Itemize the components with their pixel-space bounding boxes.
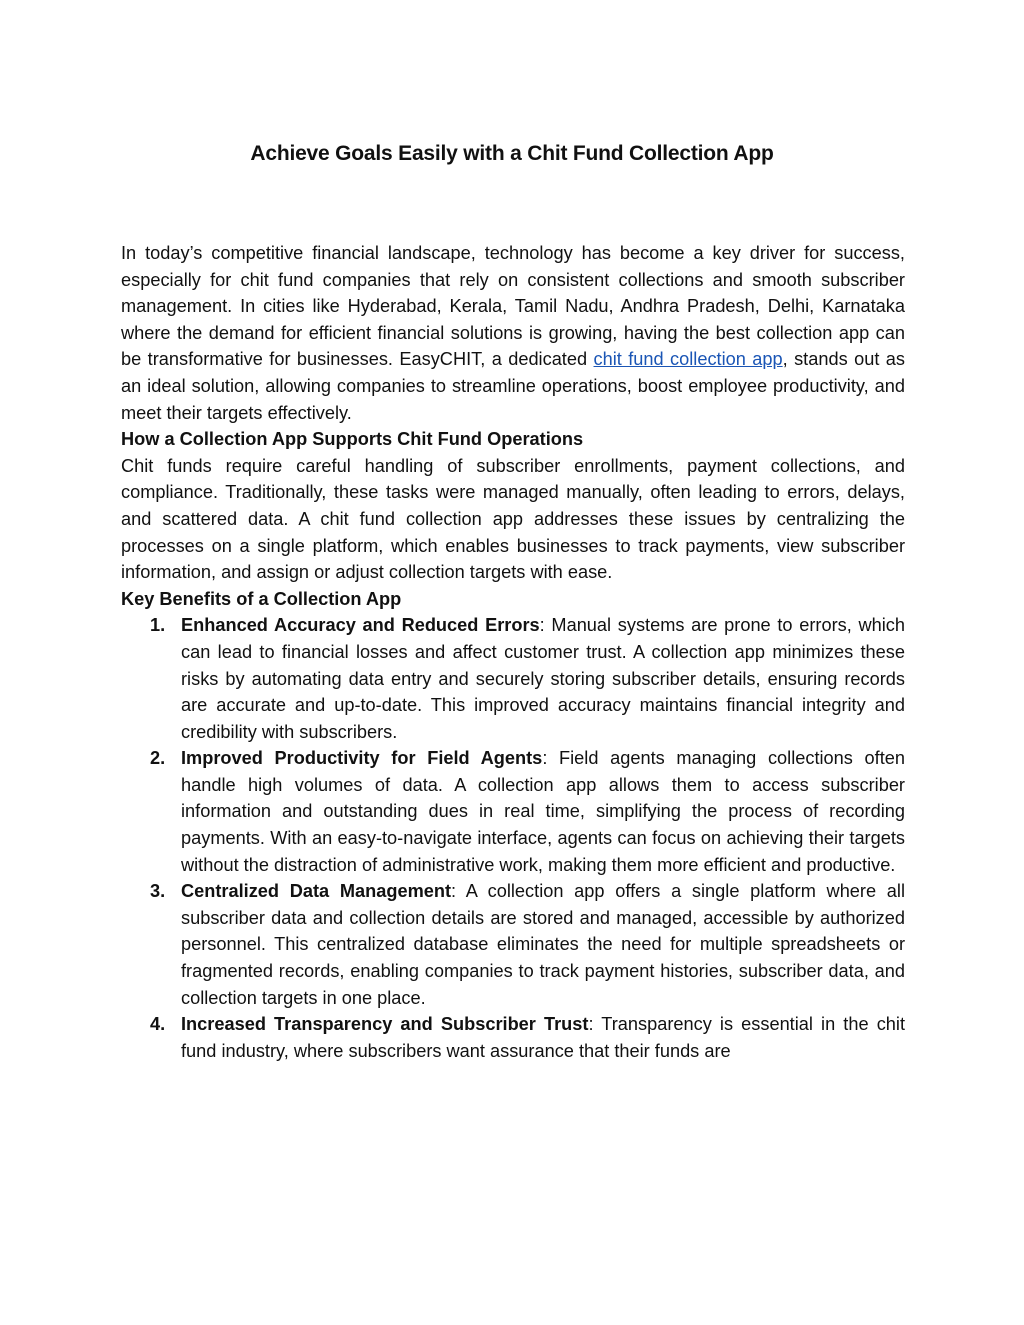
document-body [121, 240, 905, 1064]
operations-heading: How a Collection App Supports Chit Fund Operations [121, 429, 584, 450]
list-item-text: : Transparency is essential in the chit fund industry, where subscribers want assurance that their funds are [181, 1014, 905, 1061]
list-item-text: : Field agents managing collections often handle high volumes of data. A collection app allows them to access subscriber information and outstanding dues in real time, simplifying the process of recording payments. With an easy-to-navigate interface, agents can focus on achieving their targets without the distraction of administrative work, making them more efficient and productive. [181, 748, 905, 875]
chit-fund-collection-app-link[interactable]: chit fund collection app [593, 349, 783, 370]
list-item-title: Centralized Data Management [181, 881, 452, 902]
list-item-title: Improved Productivity for Field Agents [181, 748, 543, 769]
list-item [121, 878, 905, 1011]
list-item-number: 3. [150, 881, 166, 902]
list-item [121, 612, 905, 745]
operations-paragraph: Chit funds require careful handling of subscriber enrollments, payment collections, and compliance. Traditionally, these tasks were managed manually, often leading to errors, delays, and scattered data. A chit fund collection app addresses these issues by centralizing the processes on a single platform, which enables businesses to track payments, view subscriber information, and assign or adjust collection targets with ease. [121, 455, 905, 583]
list-item-text: : A collection app offers a single platform where all subscriber data and collection details are stored and managed, accessible by authorized personnel. This centralized database eliminates the need for multiple spreadsheets or fragmented records, enabling companies to track payment histories, subscriber data, and collection targets in one place. [181, 881, 905, 1008]
intro-paragraph [121, 240, 905, 426]
list-item-number: 1. [150, 615, 166, 636]
list-item [121, 745, 905, 878]
list-item-number: 4. [150, 1014, 166, 1035]
list-item-text: : Manual systems are prone to errors, which can lead to financial losses and affect customer trust. A collection app minimizes these risks by automating data entry and securely storing subscriber details, ensuring records are accurate and up-to-date. This improved accuracy maintains financial integrity and credibility with subscribers. [181, 615, 905, 742]
intro-text-after-link: , stands out as an ideal solution, allowing companies to streamline operations, boost employee productivity, and meet their targets effectively. [121, 349, 905, 423]
intro-text-before-link: In today’s competitive financial landscape, technology has become a key driver for success, especially for chit fund companies that rely on consistent collections and smooth subscriber management. In cities like Hyderabad, Kerala, Tamil Nadu, Andhra Pradesh, Delhi, Karnataka where the demand for efficient financial solutions is growing, having the best collection app can be transformative for businesses. EasyCHIT, a dedicated [121, 243, 905, 370]
benefits-heading: Key Benefits of a Collection App [121, 588, 402, 609]
document-title: Achieve Goals Easily with a Chit Fund Collection App [250, 142, 774, 165]
benefits-list [121, 612, 905, 1064]
list-item-title: Enhanced Accuracy and Reduced Errors [181, 615, 540, 636]
list-item-number: 2. [150, 748, 166, 769]
list-item [121, 1011, 905, 1064]
list-item-title: Increased Transparency and Subscriber Trust [181, 1014, 589, 1035]
